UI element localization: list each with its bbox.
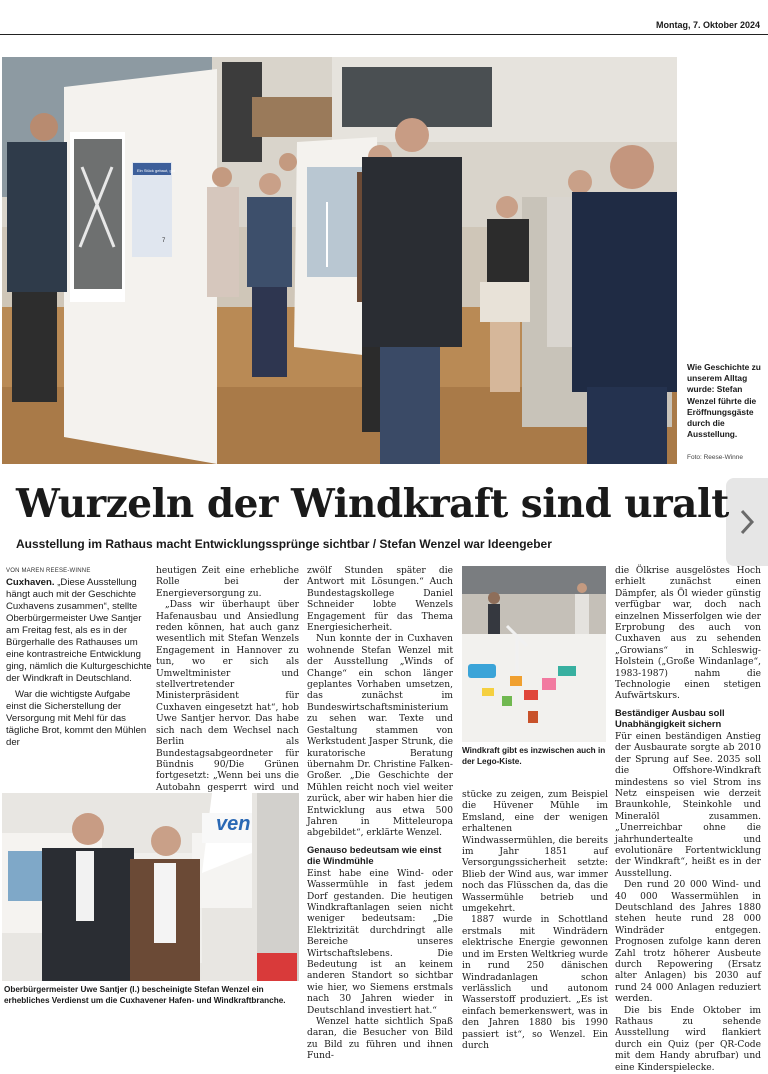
bottom-photo-caption: Oberbürgermeister Uwe Santjer (l.) bescheinigte Stefan Wenzel ein erhebliches Verdienst um die Cuxhavener Hafen- und Windkraftbranche. bbox=[4, 985, 286, 1005]
article-column-3 bbox=[307, 566, 453, 1063]
paragraph: Wenzel hatte sichtlich Spaß daran, die Besucher von Bild zu Bild zu führen und ihnen Fund- bbox=[307, 1017, 453, 1062]
chevron-right-icon bbox=[737, 507, 757, 537]
panel-sign: Ein Stück gebaut, gut bbox=[137, 168, 176, 173]
paragraph: War die wichtigste Aufgabe einst die Sicherstellung der Versorgung mit Mehl für das tägliche Brot, kommt den Mühlen der bbox=[6, 689, 147, 748]
paragraph: Den rund 20 000 Wind- und 40 000 Wassermühlen in Deutschland des Jahres 1880 stehen heute rund 28 000 Windräder entgegen. Prognosen zufolge kann deren Zahl trotz höherer Ausbeute durch Repowering (Ersatz alter Anlagen) bis 2030 auf rund 24 000 Anlagen reduziert werden. bbox=[615, 880, 761, 1005]
next-page-button[interactable] bbox=[726, 478, 768, 566]
byline: VON MAREN REESE-WINNE bbox=[6, 568, 91, 574]
main-photo bbox=[2, 57, 677, 464]
paragraph: Für einen beständigen Anstieg der Ausbaurate sorgte ab 2010 der Sprung auf See. 2035 soll die Offshore-Windkraft mindestens so viel Strom ins Netz einspeisen wie derzeit Braunkohle, Steinkohle und Mineralöl zusammen. „Unerreichbar ohne die jahrhundertealte und evolutionäre Fortentwicklung der Windkraft“, heißt es in der Ausstellung. bbox=[615, 731, 761, 879]
top-rule bbox=[0, 34, 768, 35]
exhibit-panel-left bbox=[64, 69, 217, 464]
paragraph: 1887 wurde in Schottland erstmals mit Windrädern elektrische Energie gewonnen und im Ersten Weltkrieg wurde in rund 250 dänischen Windradanlagen schon verlässlich und autonom Wasserstoff produziert. „Es ist einfach bemerkenswert, was in den Jahren 1880 bis 1990 passiert ist“, so Wenzel. Ein durch bbox=[462, 915, 608, 1051]
paragraph: die Ölkrise ausgelöstes Hoch erhielt zunächst einen Dämpfer, als Öl wieder günstig verfügbar war, doch nach einzelnen Misserfolgen wie der Erprobung des auch von Cuxhaven aus zu sehenden „Growians“ in Schleswig-Holstein („Große Windanlage“, 1983-1987) nahm die Technologie einen stetigen Aufwärtskurs. bbox=[615, 566, 761, 702]
panel-number: 7 bbox=[162, 238, 166, 244]
paragraph: Nun konnte der in Cuxhaven wohnende Stefan Wenzel mit der Ausstellung „Winds of Change“ ein schon länger geplantes Vorhaben umsetzen, das zunächst im Bundeswirtschaftsministerium zu sehen war. Texte und Gestaltung stammen von Werkstudent Jasper Strunk, die kuratorische Beratung übernahm Dr. Christine Falken-Großer. „Die Geschichte der Mühlen reicht noch viel weiter zurück, aber wir haben hier die Entwicklung aus etwa 500 Jahren in Mitteleuropa abgebildet“, erklärte Wenzel. bbox=[307, 634, 453, 839]
lego-photo bbox=[462, 566, 606, 742]
paragraph: heutigen Zeit eine erhebliche Rolle bei der Energieversorgung zu. bbox=[156, 566, 299, 599]
lead-text: „Diese Ausstellung hängt auch mit der Geschichte Cuxhavens zusammen“, stellte Oberbürgermeister Uwe Santjer am Freitag fest, als es in der Bürgerhalle des Rathauses um eine kontrastreiche Entwicklung ging, nämlich die Kulturgeschichte der Windkraft in Deutschland. bbox=[6, 577, 152, 684]
lego-photo-caption: Windkraft gibt es inzwischen auch in der Lego-Kiste. bbox=[462, 746, 606, 766]
paragraph: Die bis Ende Oktober im Rathaus zu sehende Ausstellung wird flankiert durch ein Quiz (per QR-Code mit dem Handy abrufbar) und eine Kinderspielecke. bbox=[615, 1005, 761, 1073]
subheadline: Ausstellung im Rathaus macht Entwicklungssprünge sichtbar / Stefan Wenzel war Ideengeber bbox=[16, 537, 552, 551]
intertitle: Genauso bedeutsam wie einst die Windmühle bbox=[307, 843, 442, 867]
main-photo-caption: Wie Geschichte zu unserem Alltag wurde: Stefan Wenzel führte die Eröffnungsgäste durch die Ausstellung. bbox=[687, 362, 761, 440]
dateline-place: Cuxhaven. bbox=[6, 577, 55, 588]
lead-paragraph bbox=[6, 577, 152, 685]
paragraph: „Dass wir überhaupt über Hafenausbau und Ansiedlung reden können, hat auch ganz wesentlich mit Stefan Wenzels Engagement in Hannover zu tun, wo er sich als Umweltminister und stellvertretender Ministerpräsident für Cuxhaven eingesetzt hat“, hob Uwe Santjer hervor. Das habe sich nach dem Wechsel nach Berlin als Bundestagsabgeordneter für Bündnis 90/Die Grünen fortgesetzt: „Wenn bei uns die Autobahn gesperrt wird und bbox=[156, 600, 299, 793]
paragraph: stücke zu zeigen, zum Beispiel die Hüvener Mühle im Emsland, eine der wenigen erhaltenen Windwassermühlen, die bereits im Jahr 1851 auf Versorgungssicherheit setzte: Blieb der Wind aus, war immer noch das Flüsschen da, das die Wassermühle betrieb und umgekehrt. bbox=[462, 790, 608, 915]
intertitle: Beständiger Ausbau soll Unabhängigkeit sichern bbox=[615, 706, 725, 730]
article-column-2 bbox=[156, 566, 299, 817]
article-column-4 bbox=[462, 790, 608, 1052]
dateline: Montag, 7. Oktober 2024 bbox=[655, 20, 760, 30]
photo-credit: Foto: Reese-Winne bbox=[687, 454, 743, 461]
article-column-5 bbox=[615, 566, 761, 1074]
article-column-1 bbox=[6, 577, 152, 749]
bottom-photo bbox=[2, 793, 299, 981]
paragraph: Einst habe eine Wind- oder Wassermühle in fast jedem Dorf gestanden. Die heutigen Windkraftanlagen seien nicht weniger bedeutsam: „Die Elektrizität durchdringt alle Bereiche unseres Wirtschaftslebens. Die Bedeutung ist an keinem anderen Standort so sichtbar wie hier, wo Siemens erstmals nach 30 Jahren wieder in Deutschland investiert hat.“ bbox=[307, 868, 453, 1016]
banner-logo: ven bbox=[216, 813, 251, 835]
headline: Wurzeln der Windkraft sind uralt bbox=[16, 481, 729, 527]
paragraph: zwölf Stunden später die Antwort mit Lösungen.“ Auch Bundestagskollege Daniel Schneider lobte Wenzels Engagement für das Thema Energiesicherheit. bbox=[307, 566, 453, 634]
